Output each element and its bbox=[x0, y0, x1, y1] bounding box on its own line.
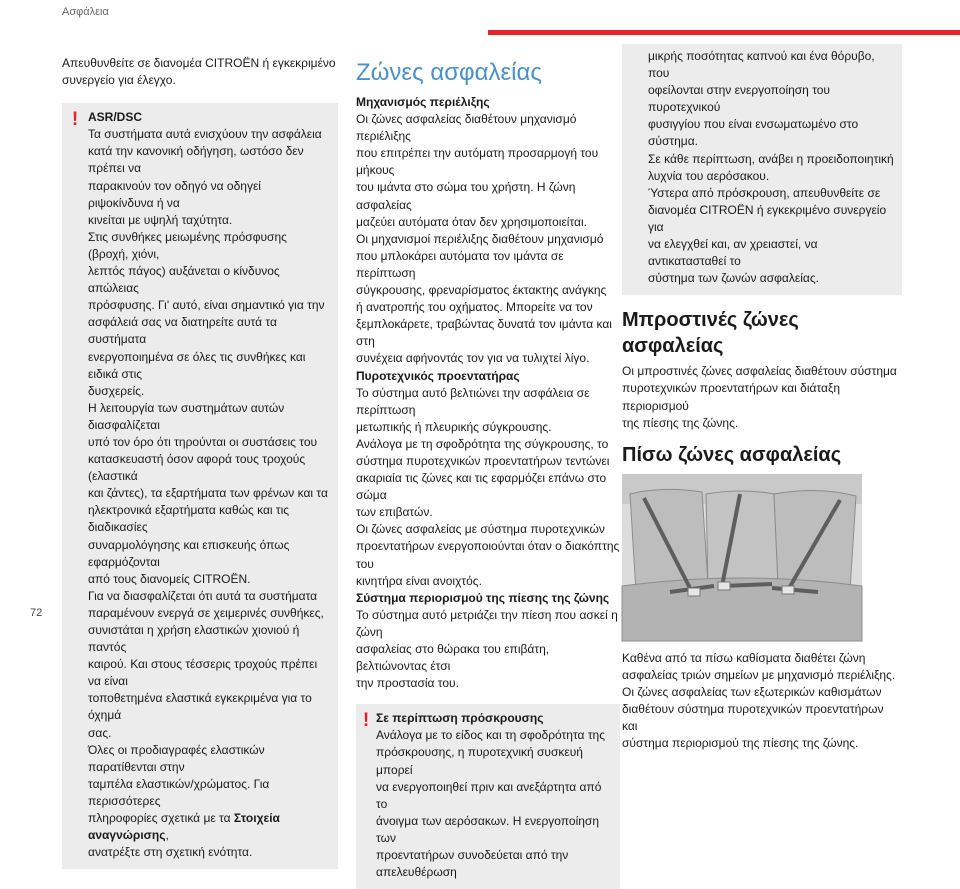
body-line: ξεμπλοκάρετε, τραβώντας δυνατά τον ιμάντα και στη bbox=[356, 317, 612, 349]
body-line: προεντατήρων ενεργοποιούνται όταν ο διακόπτης του bbox=[356, 539, 620, 571]
warning-line: λεπτός πάγος) αυξάνεται ο κίνδυνος απώλειας bbox=[88, 264, 280, 296]
body-line: που μπλοκάρει αυτόματα τον ιμάντα σε περίπτωση bbox=[356, 248, 564, 280]
warning-line: παραμένουν ενεργά σε χειμερινές συνθήκες, bbox=[88, 605, 324, 620]
body-line: σύστημα πυροτεχνικών προεντατήρων τεντώνει bbox=[356, 453, 610, 468]
body-line: συνέχεια αφήνοντάς τον για να τυλιχτεί λίγο. bbox=[356, 351, 590, 366]
warning-line: Η λειτουργία των συστημάτων αυτών διασφαλίζεται bbox=[88, 400, 285, 432]
body-line: ακαριαία τις ζώνες και τις εφαρμόζει επάνω στο σώμα bbox=[356, 471, 607, 503]
warning-line: πρόσκρουσης, η πυροτεχνική συσκευή μπορεί bbox=[376, 745, 583, 777]
body-line: ασφαλείας στο θώρακα του επιβάτη, βελτιώνοντας έτσι bbox=[356, 642, 550, 674]
subheading-force-limiter: Σύστημα περιορισμού της πίεσης της ζώνης bbox=[356, 590, 610, 605]
body-line: Οι μηχανισμοί περιέλιξης διαθέτουν μηχανισμό bbox=[356, 231, 604, 246]
body-line: πυροτεχνικών προεντατήρων και διάταξη περιορισμού bbox=[622, 381, 840, 413]
warning-line: υπό τον όρο ότι τηρούνται οι συστάσεις του bbox=[88, 434, 318, 449]
warning-line: σύστημα των ζωνών ασφαλείας. bbox=[648, 271, 819, 286]
warning-line: προεντατήρων συνοδεύεται από την απελευθέρωση bbox=[376, 848, 569, 880]
body-line: του ιμάντα στο σώμα του χρήστη. Η ζώνη ασφαλείας bbox=[356, 180, 576, 212]
column-left bbox=[62, 55, 338, 869]
warning-line: συναρμολόγησης και επισκευής όπως εφαρμόζονται bbox=[88, 537, 290, 569]
warning-title: Σε περίπτωση πρόσκρουσης bbox=[376, 711, 544, 726]
body-line: ασφαλείας τριών σημείων με μηχανισμό περιέλιξης. bbox=[622, 667, 896, 682]
warning-line: Για να διασφαλίζεται ότι αυτά τα συστήματα bbox=[88, 588, 318, 603]
body-line: της πίεσης της ζώνης. bbox=[622, 415, 739, 430]
column-right bbox=[622, 44, 902, 752]
warning-line: ασφάλειά σας να διατηρείτε αυτά τα συστήματα bbox=[88, 315, 277, 347]
warning-line: από τους διανομείς CITROËN. bbox=[88, 571, 251, 586]
warning-line: ταμπέλα ελαστικών/χρώματος. Για περισσότερες bbox=[88, 776, 270, 808]
subheading-retractor: Μηχανισμός περιέλιξης bbox=[356, 95, 490, 109]
warning-line: ανατρέξτε στη σχετική ενότητα. bbox=[88, 845, 253, 860]
body-line: των επιβατών. bbox=[356, 505, 433, 520]
warning-exclamation-icon: ! bbox=[71, 109, 79, 131]
body-line: κινητήρα είναι ανοιχτός. bbox=[356, 573, 482, 588]
warning-line: να ενεργοποιηθεί πριν και ανεξάρτητα από το bbox=[376, 779, 602, 811]
warning-line: Όλες οι προδιαγραφές ελαστικών παρατίθενται στην bbox=[88, 742, 265, 774]
asr-dsc-warning-box bbox=[62, 103, 338, 869]
collision-warning-box bbox=[356, 704, 620, 889]
body-line: Καθένα από τα πίσω καθίσματα διαθέτει ζώνη bbox=[622, 650, 866, 665]
warning-line: κατά την κανονική οδήγηση, ωστόσο δεν πρέπει να bbox=[88, 144, 304, 176]
body-line: που επιτρέπει την αυτόματη προσαρμογή του μήκους bbox=[356, 146, 599, 178]
page-title: Ζώνες ασφαλείας bbox=[356, 59, 542, 86]
body-line: Οι ζώνες ασφαλείας με σύστημα πυροτεχνικών bbox=[356, 522, 605, 537]
warning-line: κατασκευαστή όσον αφορά τους τροχούς (ελαστικά bbox=[88, 452, 306, 484]
body-line: Το σύστημα αυτό βελτιώνει την ασφάλεια σε περίπτωση bbox=[356, 385, 590, 417]
warning-line: και ζάντες), τα εξαρτήματα των φρένων και τα bbox=[88, 486, 328, 501]
front-belts-heading: Μπροστινές ζώνες ασφαλείας bbox=[622, 309, 799, 358]
body-line: την προστασία του. bbox=[356, 676, 459, 691]
body-line: Οι ζώνες ασφαλείας διαθέτουν μηχανισμό περιέλιξης bbox=[356, 112, 577, 144]
warning-line: άνοιγμα των αερόσακων. Η ενεργοποίηση των bbox=[376, 813, 599, 845]
warning-title: ASR/DSC bbox=[88, 110, 143, 125]
link-prefix: πληροφορίες σχετικά με τα bbox=[88, 811, 234, 826]
page-number: 72 bbox=[30, 607, 43, 619]
body-line: διαθέτουν σύστημα πυροτεχνικών προεντατήρων και bbox=[622, 702, 884, 734]
warning-line: μικρής ποσότητας καπνού και ένα θόρυβο, που bbox=[648, 49, 875, 81]
body-line: σύγκρουσης, φρεναρίσματος έκτακτης ανάγκης bbox=[356, 283, 607, 298]
warning-line: Σε κάθε περίπτωση, ανάβει η προειδοποιητική bbox=[648, 151, 894, 166]
rear-belts-heading: Πίσω ζώνες ασφαλείας bbox=[622, 443, 842, 466]
warning-line: οφείλονται στην ενεργοποίηση του πυροτεχνικού bbox=[648, 83, 830, 115]
intro-line: Απευθυνθείτε σε διανομέα CITROËN ή εγκεκριμένο bbox=[62, 56, 336, 70]
body-line: Οι ζώνες ασφαλείας των εξωτερικών καθισμάτων bbox=[622, 684, 882, 699]
body-line: ή ανατροπής του οχήματος. Μπορείτε να τον bbox=[356, 300, 593, 315]
warning-line: πρόσφυσης. Γι' αυτό, είναι σημαντικό για την bbox=[88, 298, 325, 313]
warning-line: κινείται με υψηλή ταχύτητα. bbox=[88, 212, 233, 227]
warning-line: να ελεγχθεί και, αν χρειαστεί, να αντικατασταθεί το bbox=[648, 237, 818, 269]
body-line: Ανάλογα με τη σφοδρότητα της σύγκρουσης, το bbox=[356, 436, 609, 451]
warning-line: ενεργοποιημένα σε όλες τις συνθήκες και ειδικά στις bbox=[88, 349, 306, 381]
header-accent-bar bbox=[488, 30, 960, 35]
body-line: Οι μπροστινές ζώνες ασφαλείας διαθέτουν σύστημα bbox=[622, 364, 897, 379]
identification-elements-link[interactable]: Στοιχεία αναγνώρισης bbox=[88, 811, 280, 843]
warning-line: φυσιγγίου που είναι ενσωματωμένο στο σύστημα. bbox=[648, 117, 859, 149]
warning-line: σας. bbox=[88, 725, 112, 740]
warning-line: Ύστερα από πρόσκρουση, απευθυνθείτε σε bbox=[648, 185, 881, 200]
body-line: Το σύστημα αυτό μετριάζει την πίεση που ασκεί η ζώνη bbox=[356, 607, 618, 639]
warning-line: διανομέα CITROËN ή εγκεκριμένο συνεργείο για bbox=[648, 202, 887, 234]
warning-line: ηλεκτρονικά εξαρτήματα καθώς και τις διαδικασίες bbox=[88, 503, 290, 535]
warning-line: παρακινούν τον οδηγό να οδηγεί ριψοκίνδυνα ή να bbox=[88, 178, 261, 210]
collision-warning-continued-box bbox=[622, 44, 902, 295]
body-line: σύστημα περιορισμού της πίεσης της ζώνης. bbox=[622, 736, 859, 751]
warning-line: λυχνία του αερόσακου. bbox=[648, 168, 770, 183]
warning-line: καιρού. Και στους τέσσερις τροχούς πρέπει να είναι bbox=[88, 657, 318, 689]
warning-line: Τα συστήματα αυτά ενισχύουν την ασφάλεια bbox=[88, 127, 322, 142]
warning-exclamation-icon: ! bbox=[362, 710, 370, 732]
warning-line: Ανάλογα με το είδος και τη σφοδρότητα της bbox=[376, 728, 606, 743]
warning-line: Στις συνθήκες μειωμένης πρόσφυσης (βροχή, χιόνι, bbox=[88, 229, 287, 261]
warning-line: τοποθετημένα ελαστικά εγκεκριμένα για το όχημά bbox=[88, 691, 312, 723]
section-header-title: Ασφάλεια bbox=[62, 6, 109, 18]
body-line: μαζεύει αυτόματα όταν δεν χρησιμοποιείται. bbox=[356, 214, 587, 229]
link-suffix: , bbox=[165, 828, 169, 843]
rear-seat-belts-illustration bbox=[622, 474, 862, 641]
warning-line-with-link bbox=[88, 810, 328, 844]
body-line: μετωπικής ή πλευρικής σύγκρουσης. bbox=[356, 419, 552, 434]
warning-line: δυσχερείς. bbox=[88, 383, 145, 398]
warning-line: συνιστάται η χρήση ελαστικών χιονιού ή παντός bbox=[88, 623, 300, 655]
subheading-pretensioner: Πυροτεχνικός προεντατήρας bbox=[356, 368, 520, 383]
column-middle bbox=[356, 58, 620, 889]
intro-line: συνεργείο για έλεγχο. bbox=[62, 73, 176, 88]
